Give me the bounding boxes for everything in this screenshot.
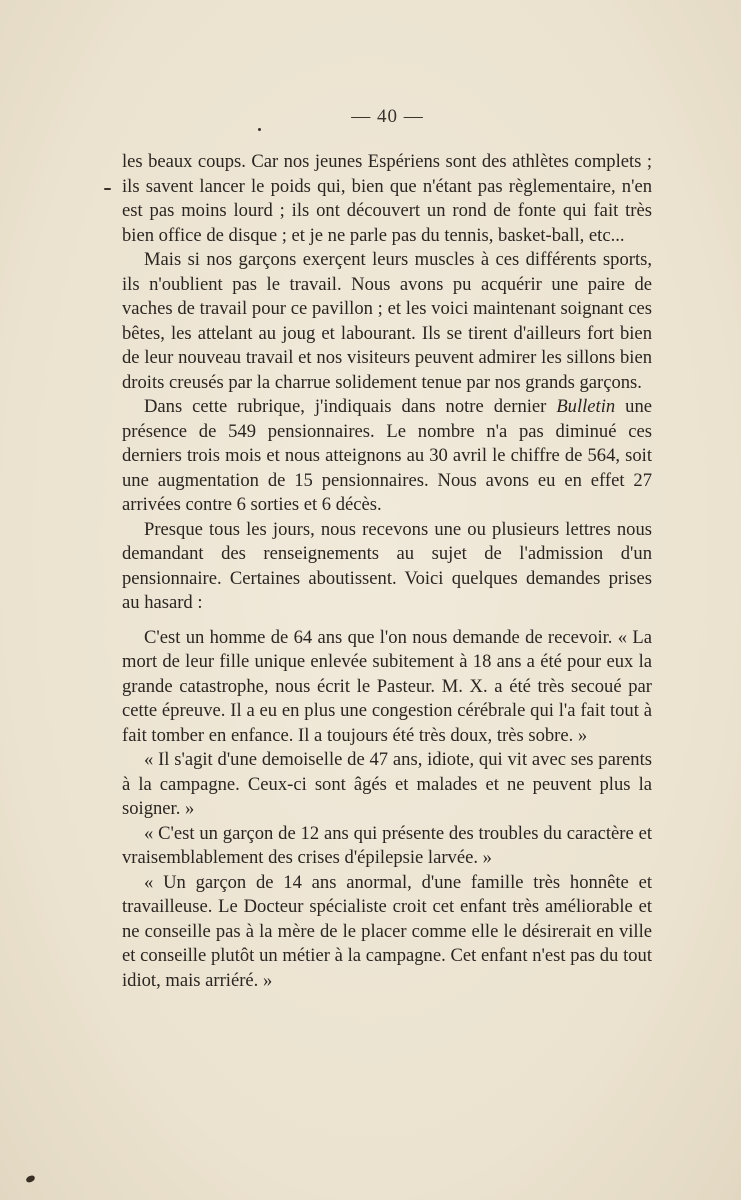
paragraph-request-4: « Un garçon de 14 ans anormal, d'une famille très honnête et travailleuse. Le Docteur spécialiste croit cet enfant très améliorable et ne conseille pas à la mère de le placer comme elle le désirerait en ville et conseille plutôt un métier à la campagne. Cet enfant n'est pas du tout idiot, mais arriéré. » bbox=[122, 871, 652, 991]
bulletin-title: Bulletin bbox=[556, 396, 616, 417]
paragraph-population-start: Dans cette rubrique, j'indiquais dans notre dernier bbox=[144, 396, 557, 417]
paragraph-request-1: C'est un homme de 64 ans que l'on nous demande de recevoir. « La mort de leur fille unique enlevée subitement à 18 ans a été pour eux la grande catastrophe, nous écrit le Pasteur. M. X. a été très secoué par cette épreuve. Il a eu en plus une congestion cérébrale qui l'a fait tout à fait tomber en enfance. Il a toujours été très doux, très sobre. » bbox=[122, 626, 652, 746]
margin-dash bbox=[104, 188, 111, 190]
paragraph-letters: Presque tous les jours, nous recevons une ou plusieurs lettres nous demandant des renseignements au sujet de l'admission d'un pensionnaire. Certaines aboutissent. Voici quelques demandes prises au hasard : bbox=[122, 518, 652, 613]
paragraph-work: Mais si nos garçons exerçent leurs muscles à ces différents sports, ils n'oublient pas le travail. Nous avons pu acquérir une paire de vaches de travail pour ce pavillon ; et les voici maintenant soignant ces bêtes, les attelant au joug et labourant. Ils se tirent d'ailleurs fort bien de leur nouveau travail et nos visiteurs peuvent admirer les sillons bien droits creusés par la charrue solidement tenue par nos grands garçons. bbox=[122, 249, 652, 393]
paragraph-population-end: une présence de 549 pensionnaires. Le nombre n'a pas diminué ces derniers trois mois et nous atteignons au 30 avril le chiffre de 564, soit une augmentation de 15 pensionnaires. Nous avons eu en effet 27 arrivées contre 6 sorties et 6 décès. bbox=[122, 396, 652, 515]
paragraph-sports: les beaux coups. Car nos jeunes Espériens sont des athlètes complets ; ils savent lancer le poids qui, bien que n'étant pas règlementaire, n'en est pas moins lourd ; ils ont découvert un rond de fonte qui fait très bien office de disque ; et je ne parle pas du tennis, basket-ball, etc... bbox=[122, 151, 652, 246]
paragraph-request-2: « Il s'agit d'une demoiselle de 47 ans, idiote, qui vit avec ses parents à la campagne. Ceux-ci sont âgés et malades et ne peuvent plus la soigner. » bbox=[122, 749, 652, 819]
page-number: — 40 — bbox=[351, 106, 424, 127]
ink-blot bbox=[25, 1175, 36, 1184]
paragraph-population bbox=[122, 395, 652, 518]
margin-dot bbox=[258, 128, 261, 131]
body-text bbox=[122, 150, 652, 993]
paragraph-request-3: « C'est un garçon de 12 ans qui présente des troubles du caractère et vraisemblablement des crises d'épilepsie larvée. » bbox=[122, 822, 652, 868]
